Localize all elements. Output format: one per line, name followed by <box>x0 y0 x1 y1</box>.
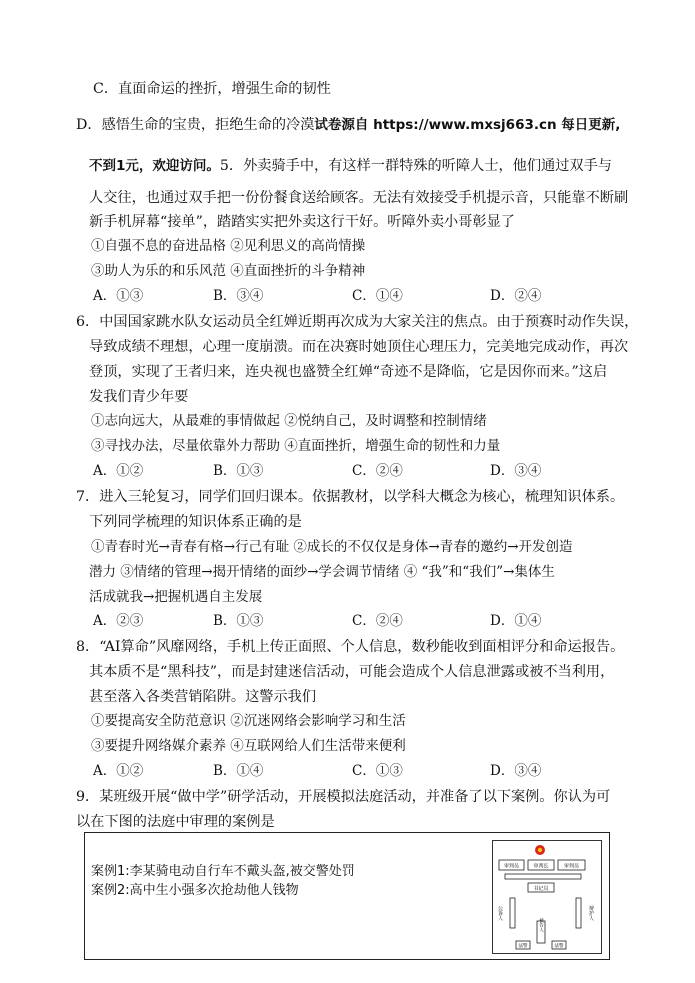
q6-stem-a: 6．中国国家跳水队女运动员全红婵近期再次成为大家关注的焦点。由于预赛时动作失误， <box>76 314 639 330</box>
option-d-line <box>76 116 620 134</box>
case-2-text: 案例2:高中生小强多次抢劫他人钱物 <box>91 883 299 898</box>
q6-option-d: D．③④ <box>490 463 542 479</box>
q6-statement-1: ①志向远大，从最难的事情做起 ②悦纳自己，及时调整和控制情绪 <box>91 413 487 429</box>
q8-stem-b: 其本质不是“黑科技”，而是封建迷信活动，可能会造成个人信息泄露或被不当利用， <box>89 664 615 680</box>
q5-options <box>93 287 613 305</box>
q8-option-a: A．①② <box>93 763 144 779</box>
case-1-text: 案例1:李某骑电动自行车不戴头盔,被交警处罚 <box>91 864 355 879</box>
q5-first-line <box>89 157 612 175</box>
q5-stem-b: 人交往，也通过双手把一份份餐食送给顾客。无法有效接受手机提示音，只能靠不断刷 <box>89 190 629 206</box>
q5-stem-c: 新手机屏幕“接单”，踏踏实实把外卖这行干好。听障外卖小哥彰显了 <box>89 214 515 230</box>
q9-stem-a: 9．某班级开展“做中学”研学活动，开展模拟法庭活动，并准备了以下案例。你认为可 <box>76 789 611 805</box>
q8-options <box>93 762 613 780</box>
q8-option-b: B．①④ <box>213 763 264 779</box>
prosecutor-label: 公诉人 <box>497 905 503 921</box>
q7-statement-2: 潜力 ③情绪的管理→揭开情绪的面纱→学会调节情绪 ④ “我”和“我们”→集体生 <box>89 564 555 580</box>
q9-stem-b: 以在下图的法庭中审理的案例是 <box>76 814 275 830</box>
q6-stem-d: 发我们青少年要 <box>89 389 189 405</box>
q5-option-c: C．①④ <box>352 288 403 304</box>
defender-label: 辩护人 <box>588 905 594 921</box>
q5-stem-a: 5．外卖骑手中，有这样一群特殊的听障人士，他们通过双手与 <box>219 158 612 174</box>
q7-statement-1: ①青春时光→青春有格→行己有耻 ②成长的不仅仅是身体→青春的邀约→开发创造 <box>91 539 573 555</box>
q5-option-b: B．③④ <box>213 288 264 304</box>
ad-text: 不到1元，欢迎访问。 <box>89 158 220 174</box>
q5-option-a: A．①③ <box>93 288 144 304</box>
source-banner-text: 试卷源自 https://www.mxsj663.cn 每日更新, <box>314 117 621 133</box>
q6-options <box>93 462 613 480</box>
courtroom-svg <box>493 841 603 955</box>
q7-stem-a: 7．进入三轮复习，同学们回归课本。依据教材，以学科大概念为核心，梳理知识体系。 <box>76 489 625 505</box>
q8-stem-c: 甚至落入各类营销陷阱。这警示我们 <box>89 689 317 705</box>
q6-stem-b: 导致成绩不理想，心理一度崩溃。而在决赛时她顶住心理压力，完美地完成动作，再次 <box>89 339 629 355</box>
q5-option-d: D．②④ <box>490 288 542 304</box>
q5-statement-1: ①自强不息的奋进品格 ②见利思义的高尚情操 <box>91 238 366 254</box>
q6-option-b: B．①③ <box>213 463 264 479</box>
q7-option-d: D．①④ <box>490 613 542 629</box>
judge-left-label: 审判员 <box>503 863 520 870</box>
q6-option-a: A．①② <box>93 463 144 479</box>
option-d-text: D．感悟生命的宝贵，拒绝生命的冷漠 <box>76 117 315 133</box>
q8-stem-a: 8．“AI算命”风靡网络，手机上传正面照、个人信息，数秒能收到面相评分和命运报告。 <box>76 639 625 655</box>
judge-right-label: 审判员 <box>563 863 580 870</box>
q7-option-b: B．①③ <box>213 613 264 629</box>
q8-option-d: D．③④ <box>490 763 542 779</box>
q7-stem-b: 下列同学梳理的知识体系正确的是 <box>89 514 302 530</box>
q6-statement-2: ③寻找办法，尽量依靠外力帮助 ④直面挫折，增强生命的韧性和力量 <box>91 438 501 454</box>
courtroom-diagram <box>492 840 602 954</box>
bailiff-left-label: 法警 <box>518 944 528 949</box>
defendant-label: 被告人 <box>538 918 544 932</box>
q8-option-c: C．①③ <box>352 763 403 779</box>
q6-stem-c: 登顶，实现了王者归来，连央视也盛赞全红婵“奇迹不是降临，它是因你而来。”这启 <box>89 364 608 380</box>
q5-statement-2: ③助人为乐的和乐风范 ④直面挫折的斗争精神 <box>91 263 366 279</box>
clerk-label: 书记员 <box>533 885 549 892</box>
q8-statement-1: ①要提高安全防范意识 ②沉迷网络会影响学习和生活 <box>91 713 406 729</box>
q6-option-c: C．②④ <box>352 463 403 479</box>
q7-option-a: A．②③ <box>93 613 144 629</box>
national-emblem-icon <box>535 845 545 855</box>
q8-statement-2: ③要提升网络媒介素养 ④互联网给人们生活带来便利 <box>91 738 406 754</box>
case-box <box>84 832 610 960</box>
option-c-text: C．直面命运的挫折，增强生命的韧性 <box>93 81 331 97</box>
bailiff-right-label: 法警 <box>554 944 564 949</box>
q7-options <box>93 612 613 630</box>
q7-statement-3: 活成就我→把握机遇自主发展 <box>89 589 263 605</box>
q7-option-c: C．②④ <box>352 613 403 629</box>
judge-chief-label: 审判长 <box>533 863 549 870</box>
